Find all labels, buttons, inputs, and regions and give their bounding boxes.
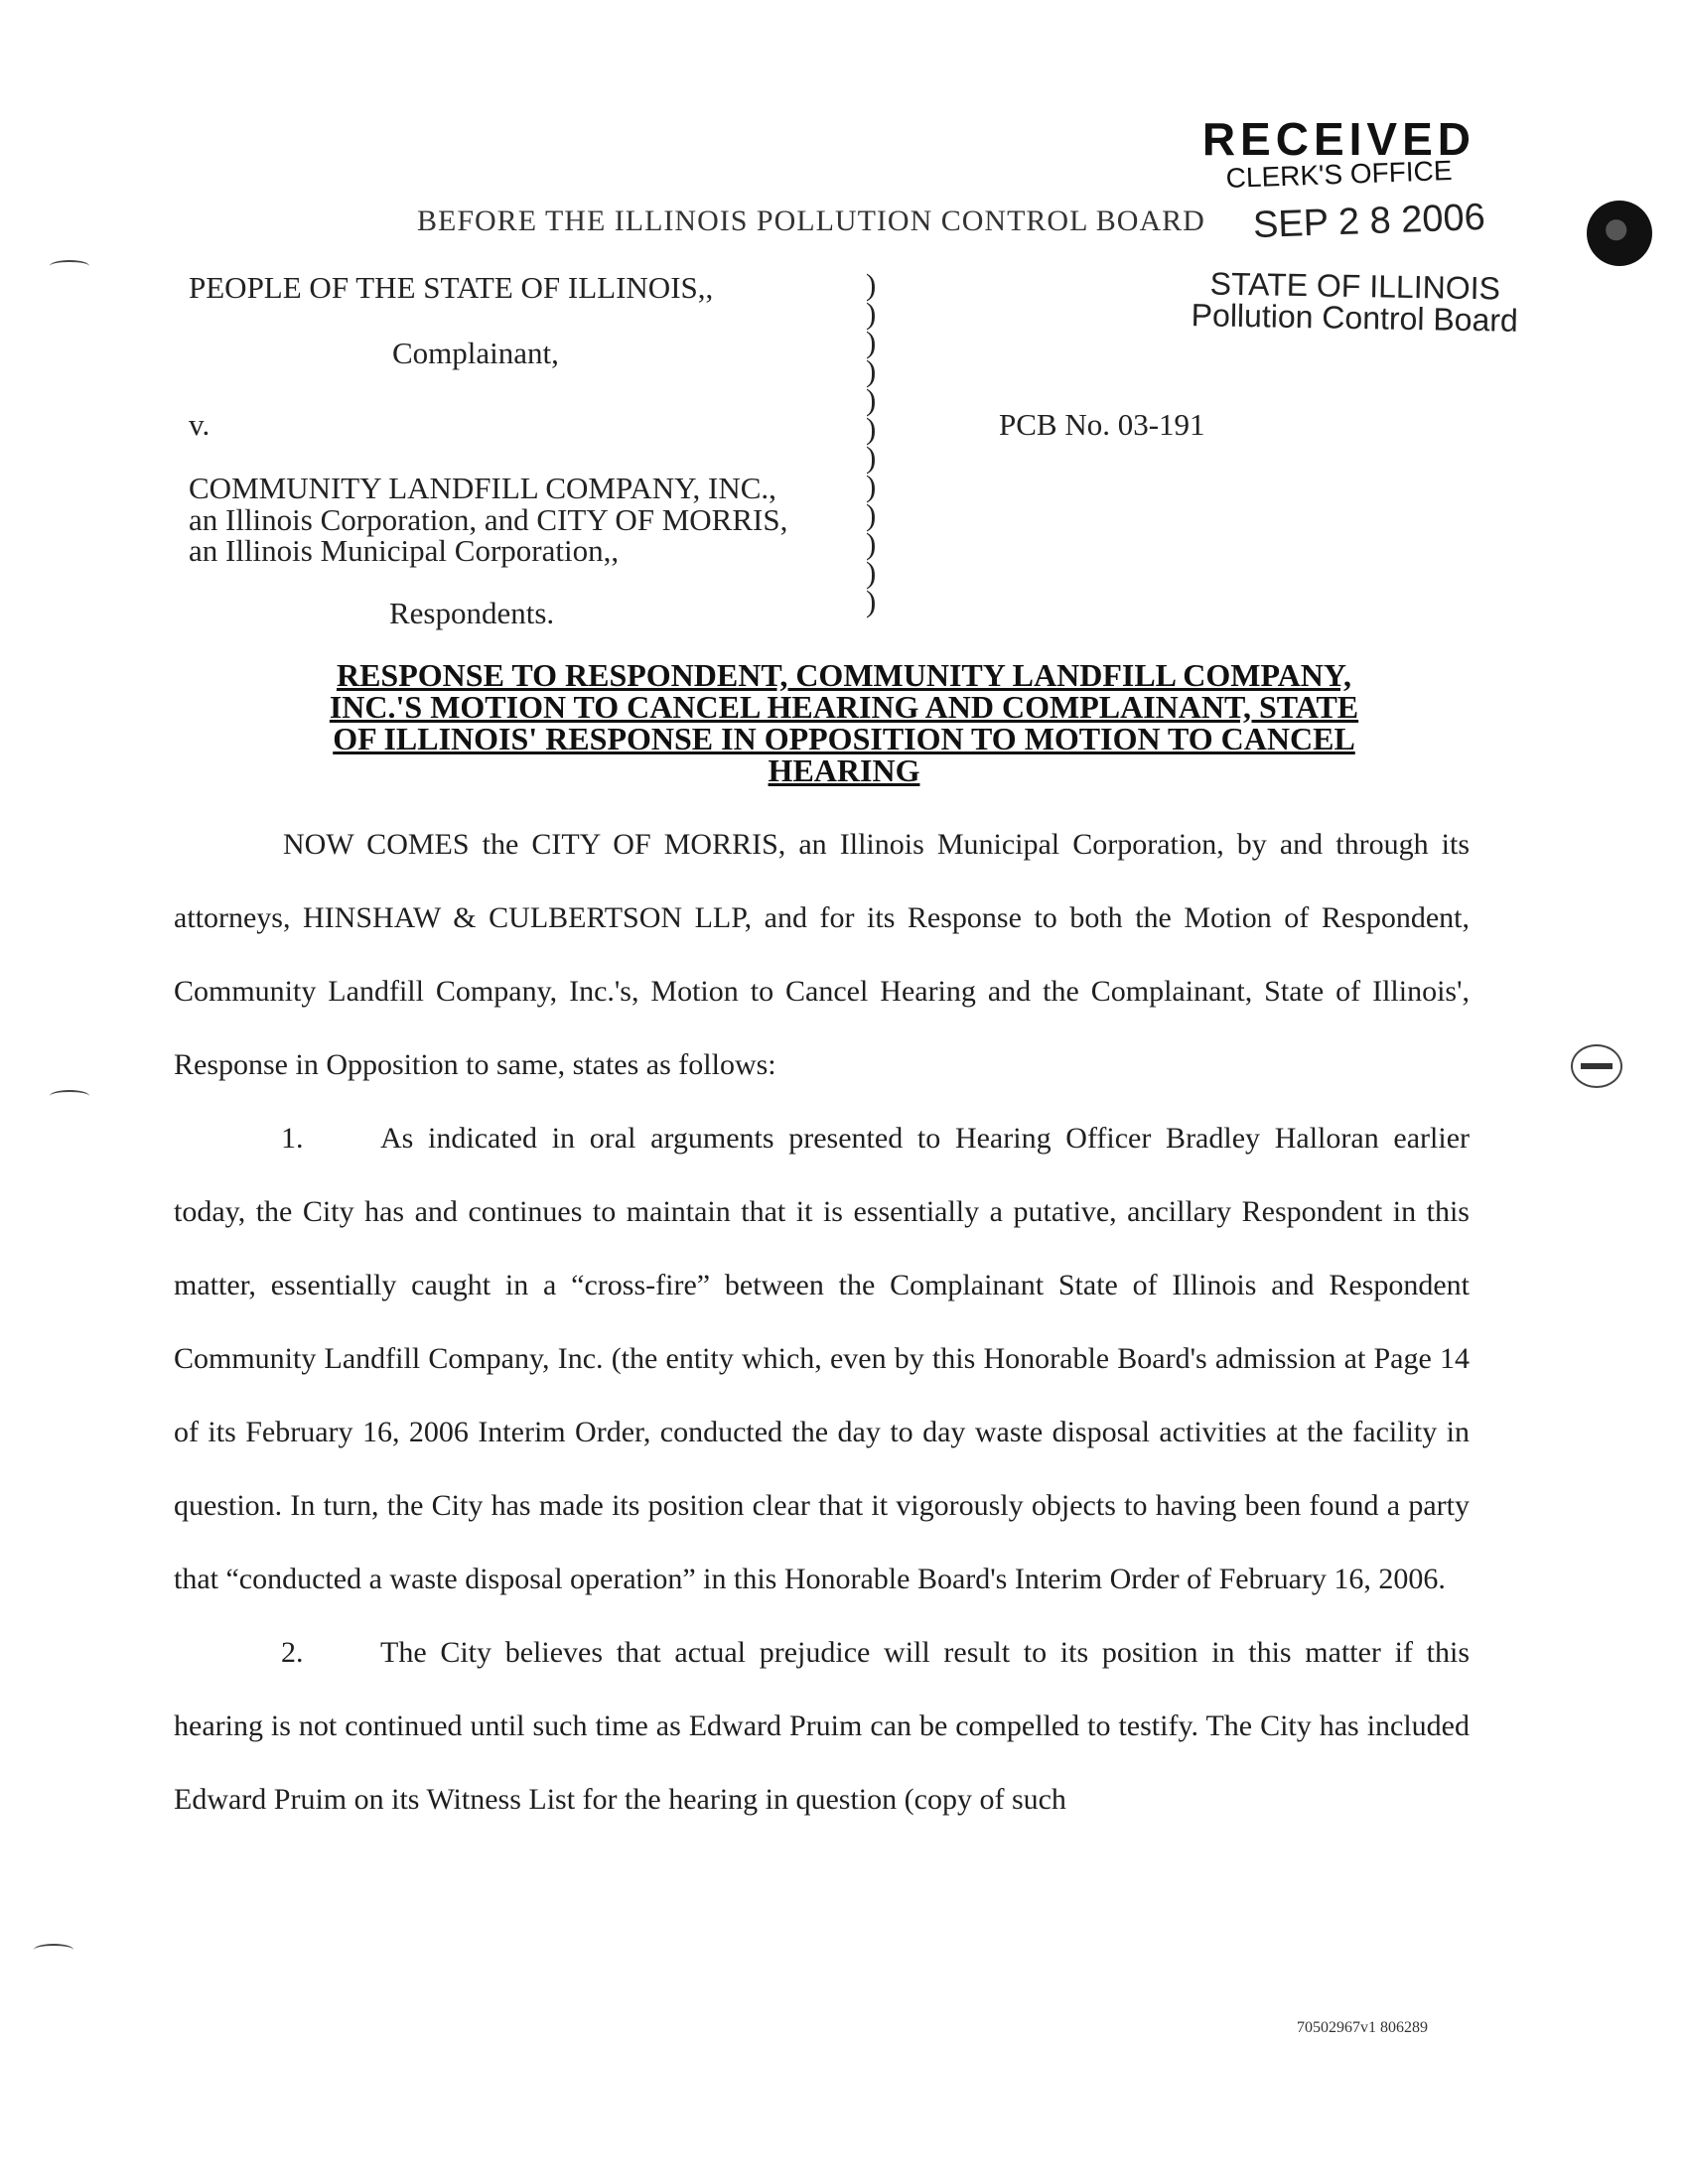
received-stamp: [1201, 113, 1475, 194]
scan-mark: [50, 1090, 89, 1102]
caption-people: PEOPLE OF THE STATE OF ILLINOIS,,: [189, 270, 714, 305]
caption-respondent-line2: an Illinois Corporation, and CITY OF MORRIS,: [189, 502, 788, 537]
scan-mark: [50, 260, 89, 272]
paragraph-1-number: 1.: [281, 1122, 304, 1155]
received-text: RECEIVED: [1201, 113, 1475, 165]
state-stamp-state: STATE OF ILLINOIS: [1209, 265, 1501, 307]
state-stamp-board: Pollution Control Board: [1191, 297, 1519, 339]
intro-paragraph: NOW COMES the CITY OF MORRIS, an Illinois Municipal Corporation, by and through its attorneys, HINSHAW & CULBERTSON LLP, and for its Response to both the Motion of Respondent, Community Landfill Company, Inc.'s, Motion to Cancel Hearing and the Complainant, State of Illinois', Response in Opposition to same, states as follows:: [174, 828, 1470, 1081]
paragraph-2-text: The City believes that actual prejudice will result to its position in this matter if this hearing is not continued until such time as Edward Pruim can be compelled to testify. The City has included Edward Pruim on its Witness List for the hearing in question (copy of such: [174, 1636, 1470, 1816]
title-line1: RESPONSE TO RESPONDENT, COMMUNITY LANDFILL COMPANY,: [336, 657, 1352, 693]
stamp-date: SEP 2 8 2006: [1252, 196, 1486, 247]
title-line4: HEARING: [768, 752, 920, 788]
document-title: [199, 659, 1489, 786]
paragraph-1-text: As indicated in oral arguments presented to Hearing Officer Bradley Halloran earlier today, the City has and continues to maintain that it is essentially a putative, ancillary Respondent in this matter, essentially caught in a “cross-fire” between the Complainant State of Illinois and Respondent Community Landfill Company, Inc. (the entity which, even by this Honorable Board's admission at Page 14 of its February 16, 2006 Interim Order, conducted the day to day waste disposal activities at the facility in question. In turn, the City has made its position clear that it vigorously objects to having been found a party that “conducted a waste disposal operation” in this Honorable Board's Interim Order of February 16, 2006.: [174, 1122, 1470, 1595]
caption-respondent-line3: an Illinois Municipal Corporation,,: [189, 533, 620, 568]
caption-parentheses: ) ) ) ) ) ) ) ) ) ) ) ): [866, 267, 877, 618]
caption-versus: v.: [189, 407, 210, 442]
paragraph-2: [174, 1616, 1470, 1837]
clerks-office-text: CLERK'S OFFICE: [1225, 155, 1453, 194]
title-line2: INC.'S MOTION TO CANCEL HEARING AND COMPLAINANT, STATE: [329, 689, 1359, 725]
document-id: 70502967v1 806289: [1297, 2019, 1428, 2036]
scan-mark: [34, 1944, 73, 1956]
caption-respondent-line1: COMMUNITY LANDFILL COMPANY, INC.,: [189, 471, 776, 505]
case-number: PCB No. 03-191: [999, 407, 1205, 442]
board-heading: BEFORE THE ILLINOIS POLLUTION CONTROL BOARD: [417, 205, 1205, 237]
caption-respondents: Respondents.: [389, 596, 555, 630]
punch-hole-icon: [1571, 1044, 1622, 1088]
paragraph-2-number: 2.: [281, 1636, 304, 1669]
title-line3: OF ILLINOIS' RESPONSE IN OPPOSITION TO MOTION TO CANCEL: [333, 721, 1355, 756]
paragraph-1: [174, 1102, 1470, 1616]
state-stamp: [1191, 267, 1518, 337]
document-body: [174, 808, 1470, 1837]
seal-icon: [1587, 201, 1652, 266]
caption-complainant: Complainant,: [392, 336, 559, 370]
